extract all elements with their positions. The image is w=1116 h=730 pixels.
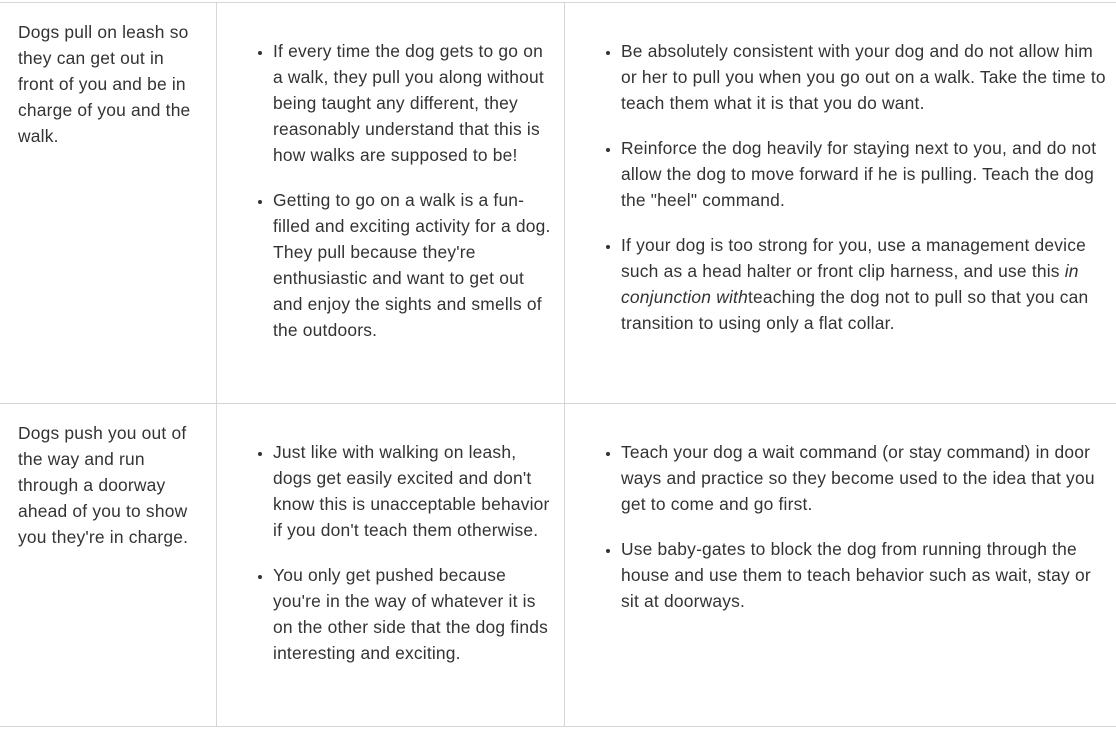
solution-item: • Be absolutely consistent with your dog and do not allow him or her to pull you when you go out on a walk. Take the time to teach them what it is that you do want. [621, 38, 1106, 116]
myth-text: Dogs pull on leash so they can get out in front of you and be in charge of you and the walk. [18, 19, 202, 149]
emphasis-text: in conjunction with [621, 261, 1079, 307]
myth-text: Dogs push you out of the way and run through a doorway ahead of you to show you they're in charge. [18, 420, 202, 550]
reason-cell [217, 404, 565, 727]
solution-item [621, 232, 1106, 336]
solution-cell [565, 3, 1116, 404]
solution-list [565, 404, 1116, 614]
solution-list [565, 3, 1116, 336]
myth-cell [0, 404, 217, 727]
reason-item: • Just like with walking on leash, dogs get easily excited and don't know this is unacceptable behavior if you don't teach them otherwise. [273, 439, 554, 543]
solution-text: teaching the dog not to pull so that you can transition to using only a flat collar. [621, 287, 1088, 333]
solution-item: • Teach your dog a wait command (or stay command) in door ways and practice so they become used to the idea that you get to come and go first. [621, 439, 1106, 517]
reason-item: • Getting to go on a walk is a fun-filled and exciting activity for a dog. They pull because they're enthusiastic and want to get out and enjoy the sights and smells of the outdoors. [273, 187, 554, 343]
solution-cell [565, 404, 1116, 727]
reason-item: • You only get pushed because you're in the way of whatever it is on the other side that the dog finds interesting and exciting. [273, 562, 554, 666]
reason-cell [217, 3, 565, 404]
solution-item: • Reinforce the dog heavily for staying next to you, and do not allow the dog to move forward if he is pulling. Teach the dog the "heel" command. [621, 135, 1106, 213]
reason-list [217, 404, 564, 666]
reason-list [217, 3, 564, 343]
myth-cell [0, 3, 217, 404]
table-row [0, 3, 1116, 404]
table-row [0, 404, 1116, 727]
reason-item: • If every time the dog gets to go on a walk, they pull you along without being taught any different, they reasonably understand that this is how walks are supposed to be! [273, 38, 554, 168]
solution-item: • Use baby-gates to block the dog from running through the house and use them to teach behavior such as wait, stay or sit at doorways. [621, 536, 1106, 614]
myths-table [0, 2, 1116, 727]
solution-text: If your dog is too strong for you, use a management device such as a head halter or front clip harness, and use this [621, 235, 1086, 281]
